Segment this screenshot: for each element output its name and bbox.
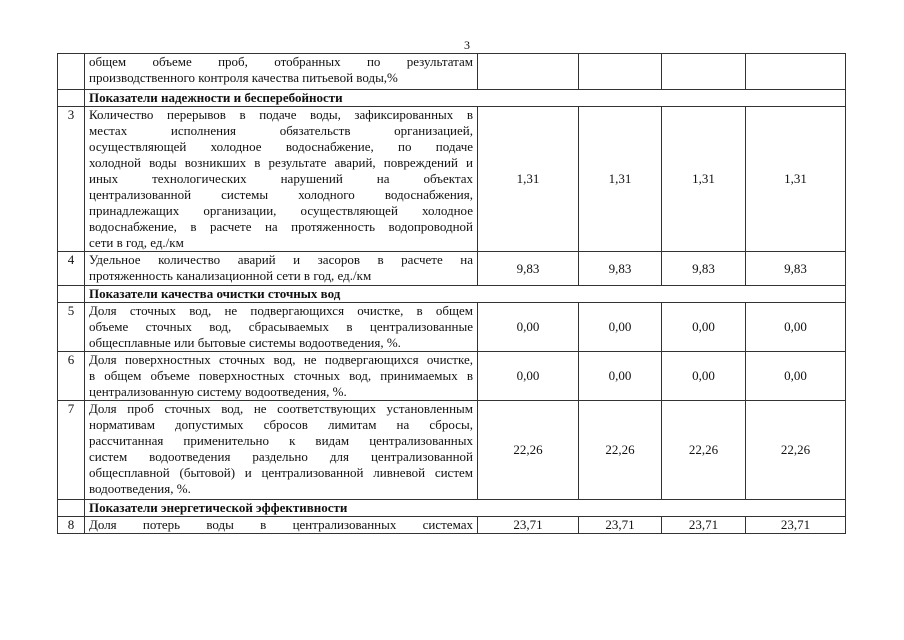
row-number: 6	[58, 352, 85, 401]
value-cell-year-2: 23,71	[579, 517, 662, 534]
section-title: Показатели качества очистки сточных вод	[85, 286, 846, 303]
row-number: 3	[58, 107, 85, 252]
value-cell-year-1: 1,31	[478, 107, 579, 252]
row-number: 8	[58, 517, 85, 534]
value-cell-year-4: 9,83	[746, 252, 846, 286]
row-number: 4	[58, 252, 85, 286]
table-row	[58, 54, 846, 90]
section-header-row	[58, 500, 846, 517]
description-line: Количество перерывов в подаче воды, зафиксированных в	[89, 107, 473, 122]
table-row	[58, 252, 846, 286]
description-line: Доля поверхностных сточных вод, не подвергающихся очистке,	[89, 352, 473, 367]
value-cell-year-2: 0,00	[579, 352, 662, 401]
description-line: холодной воды возникших в результате аварий, повреждений и	[89, 155, 473, 170]
description-line: протяженность канализационной сети в год, ед./км	[89, 268, 372, 283]
value-cell-year-1: 22,26	[478, 401, 579, 500]
value-cell-year-2: 9,83	[579, 252, 662, 286]
description-line: нормативам допустимых сбросов лимитам на сбросы,	[89, 417, 473, 432]
indicators-table	[57, 53, 846, 534]
table-row	[58, 401, 846, 500]
description-line: централизованной системы холодного водоснабжения,	[89, 187, 473, 202]
indicator-description	[85, 517, 478, 534]
description-line: осуществляющей холодное водоснабжение, по подаче	[89, 139, 473, 154]
value-cell-year-4: 0,00	[746, 352, 846, 401]
value-cell-year-2: 22,26	[579, 401, 662, 500]
row-number	[58, 500, 85, 517]
description-line: принадлежащих организации, осуществляющей холодное	[89, 203, 473, 218]
description-line: объеме сточных вод, сбрасываемых в централизованные	[89, 319, 473, 334]
value-cell-year-2: 1,31	[579, 107, 662, 252]
value-cell-year-3: 22,26	[662, 401, 746, 500]
indicator-description	[85, 401, 478, 500]
value-cell-year-3: 0,00	[662, 352, 746, 401]
value-cell-year-4: 22,26	[746, 401, 846, 500]
value-cell-year-3	[662, 54, 746, 90]
row-number	[58, 54, 85, 90]
value-cell-year-1	[478, 54, 579, 90]
value-cell-year-2	[579, 54, 662, 90]
description-line: иных технологических нарушений на объектах	[89, 171, 473, 186]
description-line: систем водоотведения раздельно для централизованной	[89, 449, 473, 464]
value-cell-year-1: 0,00	[478, 352, 579, 401]
row-number	[58, 90, 85, 107]
table-row	[58, 352, 846, 401]
table-row	[58, 303, 846, 352]
description-line: водоснабжение, в расчете на протяженность водопроводной	[89, 219, 473, 234]
row-number	[58, 286, 85, 303]
row-number: 7	[58, 401, 85, 500]
description-line: в общем объеме поверхностных сточных вод, принимаемых в	[89, 368, 473, 383]
section-title: Показатели надежности и бесперебойности	[85, 90, 846, 107]
description-line: сети в год, ед./км	[89, 235, 184, 250]
value-cell-year-3: 23,71	[662, 517, 746, 534]
value-cell-year-4	[746, 54, 846, 90]
description-line: Доля сточных вод, не подвергающихся очистке, в общем	[89, 303, 473, 318]
value-cell-year-3: 9,83	[662, 252, 746, 286]
value-cell-year-4: 23,71	[746, 517, 846, 534]
description-line: общем объеме проб, отобранных по результатам	[89, 54, 473, 69]
description-line: местах исполнения обязательств организацией,	[89, 123, 473, 138]
description-line: Удельное количество аварий и засоров в расчете на	[89, 252, 473, 267]
description-line: водоотведения, %.	[89, 481, 191, 496]
row-number: 5	[58, 303, 85, 352]
section-title: Показатели энергетической эффективности	[85, 500, 846, 517]
value-cell-year-4: 1,31	[746, 107, 846, 252]
section-header-row	[58, 286, 846, 303]
value-cell-year-1: 9,83	[478, 252, 579, 286]
section-header-row	[58, 90, 846, 107]
value-cell-year-3: 1,31	[662, 107, 746, 252]
value-cell-year-1: 0,00	[478, 303, 579, 352]
description-line: общесплавной (бытовой) и централизованной ливневой систем	[89, 465, 473, 480]
description-line: Доля проб сточных вод, не соответствующих установленным	[89, 401, 473, 416]
indicator-description	[85, 352, 478, 401]
description-line: Доля потерь воды в централизованных системах	[89, 517, 473, 532]
description-line: производственного контроля качества питьевой воды,%	[89, 70, 398, 85]
value-cell-year-3: 0,00	[662, 303, 746, 352]
page-number: 3	[464, 38, 470, 52]
description-line: общесплавные или бытовые системы водоотведения, %.	[89, 335, 401, 350]
indicator-description	[85, 252, 478, 286]
table-row	[58, 107, 846, 252]
value-cell-year-1: 23,71	[478, 517, 579, 534]
indicator-description	[85, 303, 478, 352]
indicator-description	[85, 54, 478, 90]
value-cell-year-2: 0,00	[579, 303, 662, 352]
table-row	[58, 517, 846, 534]
description-line: рассчитанная применительно к видам централизованных	[89, 433, 473, 448]
indicator-description	[85, 107, 478, 252]
description-line: централизованную систему водоотведения, %.	[89, 384, 347, 399]
value-cell-year-4: 0,00	[746, 303, 846, 352]
